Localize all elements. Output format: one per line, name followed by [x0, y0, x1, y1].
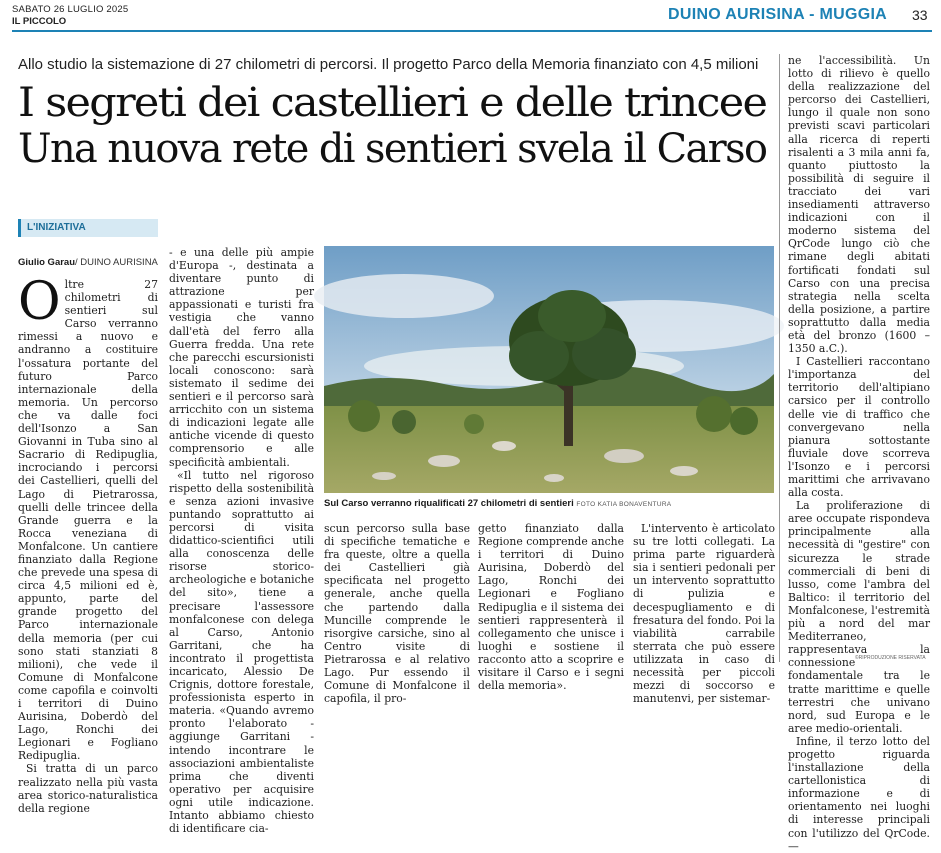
paragraph: ne l'accessibilità. Un lotto di rilievo è quello della realizzazione del percorso dei Castellieri, lungo il quale non sono previsti scavi particolari alla ricerca di reperti risalenti a 3 mila anni fa, quanto piuttosto la possibilità di seguire il tracciato dei vari insediamenti attraverso indicazioni con il moderno sistema del QrCode lungo ciò che rimane degli abitati fortificati fondati sul Carso con una precisa strategia nella scelta della posizione, a partire soprattutto dalla media età del bronzo (1600 – 1350 a.C.).	[788, 54, 930, 356]
publication-name: IL PICCOLO	[12, 16, 67, 27]
headline-line-2: Una nuova rete di sentieri svela il Carso	[18, 126, 767, 172]
body-column-2	[169, 246, 314, 836]
headline-line-1: I segreti dei castellieri e delle trincee	[18, 80, 767, 126]
page-number: 33	[912, 7, 928, 23]
column-divider	[779, 54, 780, 662]
paragraph: scun percorso sulla base di specifiche tematiche e fra queste, oltre a quella dei Castellieri già specificata nel progetto generale, anche quella che partendo dalla Muncille comprende le risorgive carsiche, sino al Centro visite di Pietrarossa e al relativo Lago. Pur essendo il Comune di Monfalcone il capofila, il pro-	[324, 522, 470, 706]
paragraph	[18, 272, 158, 763]
byline	[18, 257, 158, 268]
body-column-4	[478, 522, 624, 693]
reproduction-notice: ©RIPRODUZIONE RISERVATA	[855, 655, 926, 661]
issue-date: SABATO 26 LUGLIO 2025	[12, 4, 129, 15]
body-column-5	[633, 522, 775, 706]
paragraph: «Il tutto nel rigoroso rispetto della sostenibilità e senza azioni invasive puntando soprattutto ai percorsi di visita didattico-scientifici utili alla conoscenza delle risorse storico-archeologiche e botaniche del sito», tiene a precisare l'assessore monfalconese con delega al Carso, Antonio Garritani, che ha incontrato il progettista incaricato, Alessio De Crignis, dottore forestale, professionista esperto in materia. «Quando avremo pronto l'elaborato - aggiunge Garritani - intendo incontrare le associazioni ambientaliste prima che diventi operativo per acquisire ogni utile indicazione. Intanto abbiamo chiesto di identificare cia-	[169, 468, 314, 836]
byline-location: / DUINO AURISINA	[75, 257, 158, 268]
section-title: DUINO AURISINA - MUGGIA	[668, 6, 888, 23]
article-kicker: Allo studio la sistemazione di 27 chilometri di percorsi. Il progetto Parco della Memoria finanziato con 4,5 milioni	[18, 56, 759, 73]
paragraph: Infine, il terzo lotto del progetto riguarda l'installazione della cartellonistica di informazione e di orientamento nei luoghi di interesse principali con l'utilizzo del QrCode. —	[788, 734, 930, 853]
photo-caption	[324, 498, 774, 509]
photo-credit: FOTO KATIA BONAVENTURA	[576, 501, 672, 508]
paragraph: L'intervento è articolato su tre lotti collegati. La prima parte riguarderà sia i sentieri pedonali per un intervento soprattutto di pulizia e decespugliamento e di fresatura del fondo. Poi la viabilità carrabile sterrata che può essere utilizzata in caso di necessità per piccoli mezzi di soccorso e manutenvi, per sistemar-	[633, 522, 775, 706]
drop-cap: O	[18, 272, 61, 332]
paragraph: - e una delle più ampie d'Europa -, destinata a diventare punto di attrazione per appassionati e turisti fra vestigia che vanno dall'età del ferro alla Guerra fredda. Una rete che parecchi escursionisti locali conoscono: sarà sistemato il sedime dei sentieri e il percorso sarà arricchito con un sistema di indicazioni legate alle antiche vicende di questo comprensorio e alle specificità ambientali.	[169, 246, 314, 469]
caption-text: Sul Carso verranno riqualificati 27 chilometri di sentieri	[324, 498, 574, 509]
paragraph: Si tratta di un parco realizzato nella più vasta area storico-naturalistica della regione	[18, 762, 158, 815]
body-column-3	[324, 522, 470, 706]
section-tag: L'INIZIATIVA	[18, 219, 158, 237]
paragraph: I Castellieri raccontano l'importanza del territorio dell'altipiano carsico per il controllo delle vie di traffico che convergevano nella pianura sottostante fluviale dove scorreva l'Isonzo e i percorsi marittimi che arrivavano alla costa.	[788, 355, 930, 500]
header-divider	[12, 30, 932, 32]
article-photo	[324, 246, 774, 493]
paragraph-text: ltre 27 chilometri di sentieri sul Carso verranno rimessi a nuovo e andranno a costituire l'ossatura portante del futuro Parco internazionale della memoria. Un percorso che va dalle foci dell'Isonzo a San Giovanni in Tuba sino al Sacrario di Redipuglia, incrociando i percorsi dei Castellieri, quelli del Lago di Pietrarossa, quelli delle trincee della Grande guerra e la Rocca veneziana di Monfalcone. Un cantiere finanziato dalla Regione che prevede una spesa di circa 4,5 milioni ed è, appunto, parte del grande progetto del Parco internazionale della memoria (per cui sono stati stanziati 8 milioni), che vede il Comune di Monfalcone come capofila e coinvolti i territori di Duino Aurisina, Doberdò del Lago, Ronchi dei Legionari e Fogliano Redipuglia.	[18, 278, 158, 763]
body-column-1	[18, 272, 158, 815]
author-name: Giulio Garau	[18, 257, 76, 268]
paragraph: La proliferazione di aree occupate rispondeva principalmente alla necessità di "gestire" con sicurezza le strade commerciali di beni di lusso, come l'ambra del Baltico: il territorio del Monfalconese, l'estremità più a nord del mar Mediterraneo, rappresentava la connessione fondamentale tra le tratte marittime e quelle terrestri che univano nord, sud Europa e le aree medio-orientali.	[788, 499, 930, 735]
landscape-photo-illustration	[324, 246, 774, 493]
paragraph: getto finanziato dalla Regione comprende anche i territori di Duino Aurisina, Doberdò del Lago, Ronchi dei Legionari e Fogliano Redipuglia e il sistema dei sentieri rappresenterà il collegamento che unisce i luoghi e sostiene il racconto atto a scoprire e visitare il Carso e i segni della memoria».	[478, 522, 624, 693]
